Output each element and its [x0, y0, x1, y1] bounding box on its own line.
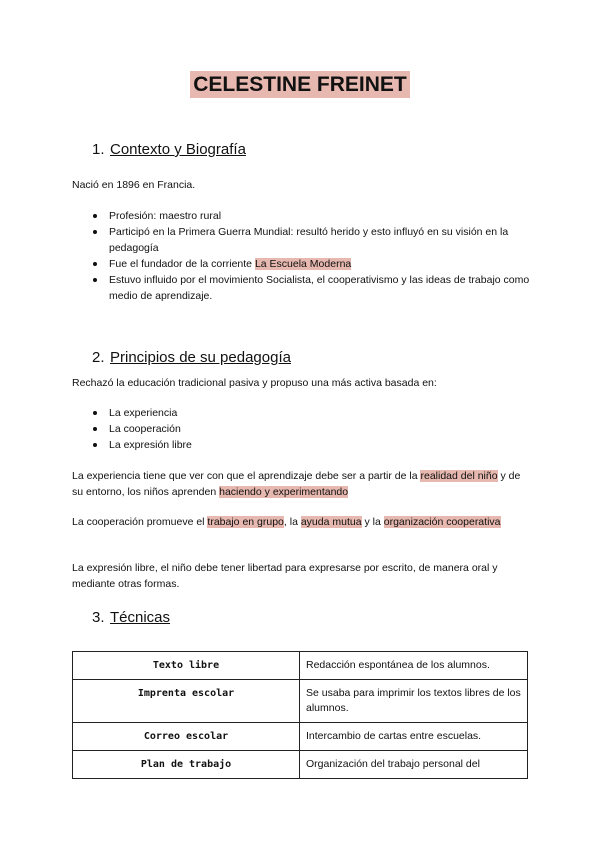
section-heading-3 [92, 609, 170, 626]
techniques-table [72, 651, 528, 779]
technique-description: Intercambio de cartas entre escuelas. [300, 723, 528, 751]
text: La cooperación promueve el [72, 516, 208, 528]
bullet-list [92, 208, 532, 304]
document-title [0, 73, 600, 97]
table-row [73, 751, 528, 779]
table-row [73, 723, 528, 751]
text: , la [283, 516, 301, 528]
list-item: La cooperación [92, 421, 532, 437]
highlight: haciendo y experimentando [219, 486, 349, 498]
text: La experiencia tiene que ver con que el aprendizaje debe ser a partir de la [72, 470, 421, 482]
list-item: La experiencia [92, 405, 532, 421]
table-row [73, 680, 528, 723]
section-heading-1 [92, 141, 246, 158]
section-heading-2 [92, 349, 291, 366]
list-item: Profesión: maestro rural [92, 208, 532, 224]
title-text: CELESTINE FREINET [190, 71, 410, 98]
list-item [92, 256, 532, 272]
paragraph: Rechazó la educación tradicional pasiva y propuso una más activa basada en: [72, 377, 437, 389]
technique-name: Texto libre [73, 652, 300, 680]
bullet-list [92, 405, 532, 453]
heading-text: Principios de su pedagogía [110, 349, 291, 366]
technique-name: Correo escolar [73, 723, 300, 751]
technique-name: Plan de trabajo [73, 751, 300, 779]
list-item: La expresión libre [92, 437, 532, 453]
item-text: Fue el fundador de la corriente [109, 258, 255, 270]
heading-text: Técnicas [110, 609, 171, 626]
highlight: trabajo en grupo [207, 516, 284, 528]
table-row [73, 652, 528, 680]
highlight: realidad del niño [420, 470, 498, 482]
text: y de su entorno, los niños aprenden [72, 470, 521, 498]
list-item: Participó en la Primera Guerra Mundial: resultó herido y esto influyó en su visión en la pedagogía [92, 224, 532, 256]
heading-text: Contexto y Biografía [110, 141, 246, 158]
technique-name: Imprenta escolar [73, 680, 300, 723]
paragraph: Nació en 1896 en Francia. [72, 179, 196, 191]
technique-description: Redacción espontánea de los alumnos. [300, 652, 528, 680]
paragraph-cooperacion [72, 514, 532, 530]
heading-number: 1. [92, 141, 105, 158]
text: y la [361, 516, 384, 528]
highlight: La Escuela Moderna [254, 258, 352, 270]
paragraph-experiencia [72, 468, 532, 500]
list-item: Estuvo influido por el movimiento Socialista, el cooperativismo y las ideas de trabajo como medio de aprendizaje. [92, 272, 532, 304]
highlight: ayuda mutua [300, 516, 362, 528]
technique-description: Organización del trabajo personal del [300, 751, 528, 779]
highlight: organización cooperativa [383, 516, 501, 528]
paragraph-expresion: La expresión libre, el niño debe tener libertad para expresarse por escrito, de manera oral y mediante otras formas. [72, 562, 498, 590]
heading-number: 3. [92, 609, 105, 626]
technique-description: Se usaba para imprimir los textos libres de los alumnos. [300, 680, 528, 723]
heading-number: 2. [92, 349, 105, 366]
